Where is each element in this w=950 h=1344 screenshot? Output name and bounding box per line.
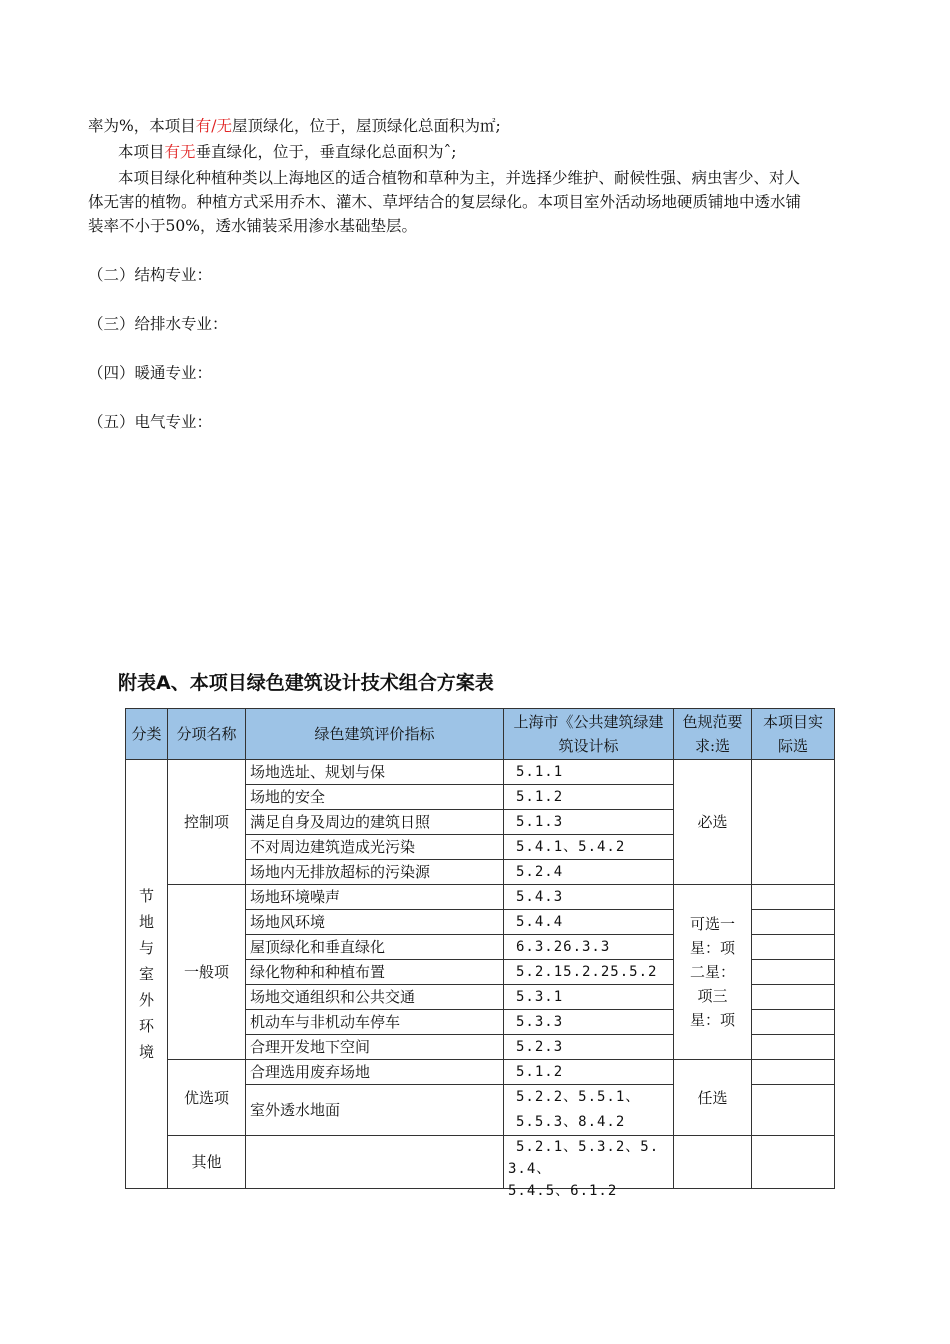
code-cell: 5.4.4 [504,910,674,935]
indicator-cell: 场地环境噪声 [246,885,504,910]
actual-cell [752,1136,835,1189]
actual-cell [752,1010,835,1035]
requirement-cell: 必选 [674,760,752,885]
code-line: 5.4.5、6.1.2 [508,1183,618,1199]
header-actual: 本项目实际选 [752,709,835,760]
table-row [126,885,835,910]
code-clip [508,1136,669,1199]
highlighted-option: 有/无 [195,117,232,135]
category-char: 环 [138,1017,154,1035]
header-category: 分类 [126,709,168,760]
highlighted-option: 有无 [164,143,196,161]
paragraph-planting-line2: 体无害的植物。种植方式采用乔木、灌木、草坪结合的复层绿化。本项目室外活动场地硬质铺地中透水铺 [88,193,802,211]
requirement-line: 可选一 [689,915,735,933]
code-cell: 6.3.26.3.3 [504,935,674,960]
indicator-cell: 绿化物种和种植布置 [246,960,504,985]
indicator-cell: 场地内无排放超标的污染源 [246,860,504,885]
table-row [126,1136,835,1189]
paragraph-roof-greening [88,116,501,136]
table-row [126,760,835,785]
code-cell: 5.3.1 [504,985,674,1010]
code-cell: 5.3.3 [504,1010,674,1035]
paragraph-planting-line3: 装率不小于50%，透水铺装采用渗水基础垫层。 [88,217,417,235]
actual-cell [752,910,835,935]
section-structure: （二）结构专业： [88,266,213,284]
header-standard: 上海市《公共建筑绿建筑设计标 [504,709,674,760]
table-header-row [126,709,835,760]
indicator-cell: 合理选用废弃场地 [246,1060,504,1085]
category-char: 室 [138,965,154,983]
indicator-cell: 机动车与非机动车停车 [246,1010,504,1035]
code-cell: 5.2.4 [504,860,674,885]
category-char: 地 [138,913,154,931]
text-segment: 本项目 [118,143,165,161]
group-name-other: 其他 [168,1136,246,1189]
code-cell: 5.2.15.2.25.5.2 [504,960,674,985]
paragraph-vertical-greening [118,142,457,162]
code-cell: 5.1.1 [504,760,674,785]
code-cell: 5.1.3 [504,810,674,835]
code-cell: 5.1.2 [504,1060,674,1085]
section-plumbing: （三）给排水专业： [88,315,228,333]
indicator-cell: 满足自身及周边的建筑日照 [246,810,504,835]
actual-cell [752,1060,835,1085]
header-requirement: 色规范要求:选 [674,709,752,760]
actual-cell [752,760,835,885]
green-building-table [125,708,835,1199]
code-cell: 5.1.2 [504,785,674,810]
indicator-cell: 室外透水地面 [246,1085,504,1136]
header-subcategory: 分项名称 [168,709,246,760]
actual-cell [752,1035,835,1060]
indicator-cell: 屋顶绿化和垂直绿化 [246,935,504,960]
text-segment: 屋顶绿化，位于，屋顶绿化总面积为㎡; [231,117,501,135]
actual-cell [752,935,835,960]
table-row [126,1060,835,1085]
actual-cell [752,1085,835,1136]
requirement-cell [674,1136,752,1189]
code-line: 5.5.3、8.4.2 [516,1114,626,1130]
section-electrical: （五）电气专业： [88,413,213,431]
code-cell: 5.2.3 [504,1035,674,1060]
requirement-cell: 任选 [674,1060,752,1136]
category-char: 节 [138,887,154,905]
section-hvac: （四）暖通专业： [88,364,213,382]
code-cell [504,1136,674,1199]
indicator-cell: 合理开发地下空间 [246,1035,504,1060]
actual-cell [752,885,835,910]
requirement-line: 星：项 [689,1011,735,1029]
actual-cell [752,985,835,1010]
group-name-general: 一般项 [168,885,246,1060]
indicator-cell [246,1136,504,1189]
indicator-cell: 场地的安全 [246,785,504,810]
group-name-preferred: 优选项 [168,1060,246,1136]
code-line: 5.2.2、5.5.1、 [516,1089,641,1105]
actual-cell [752,960,835,985]
code-line: 3.4、 [508,1161,552,1177]
code-cell: 5.4.1、5.4.2 [504,835,674,860]
group-name-control: 控制项 [168,760,246,885]
requirement-line: 项三 [697,987,728,1005]
code-cell [504,1085,674,1136]
paragraph-planting-line1: 本项目绿化种植种类以上海地区的适合植物和草种为主，并选择少维护、耐候性强、病虫害少、对人 [118,169,801,187]
indicator-cell: 场地选址、规划与保 [246,760,504,785]
code-cell: 5.4.3 [504,885,674,910]
category-char: 境 [138,1043,154,1061]
table-title: 附表A、本项目绿色建筑设计技术组合方案表 [118,672,494,694]
indicator-cell: 不对周边建筑造成光污染 [246,835,504,860]
category-char: 与 [138,939,154,957]
text-segment: 垂直绿化，位于，垂直绿化总面积为ˆ; [195,143,457,161]
requirement-line: 星：项 [689,939,735,957]
requirement-cell [674,885,752,1060]
text-segment: 率为%，本项目 [88,117,196,135]
indicator-cell: 场地交通组织和公共交通 [246,985,504,1010]
indicator-cell: 场地风环境 [246,910,504,935]
category-char: 外 [138,991,154,1009]
requirement-line: 二星： [689,963,735,981]
category-cell [126,760,168,1189]
header-indicator: 绿色建筑评价指标 [246,709,504,760]
code-line: 5.2.1、5.3.2、5. [516,1139,660,1155]
